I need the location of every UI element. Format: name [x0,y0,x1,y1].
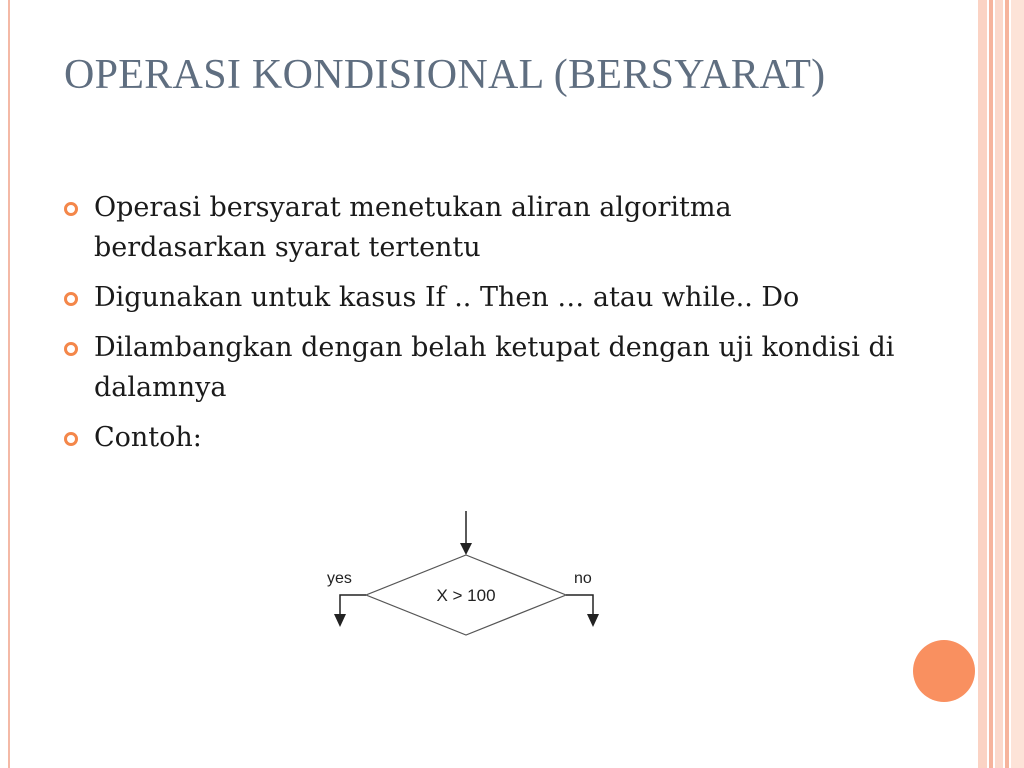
right-decorative-bars [978,0,1024,768]
bullet-text: Digunakan untuk kasus If .. Then … atau while.. Do [94,282,800,313]
left-border-line [8,0,10,768]
bullet-item [64,188,904,268]
no-label: no [574,570,592,587]
bullet-text: Dilambangkan dengan belah ketupat dengan uji kondisi di dalamnya [94,332,895,403]
no-arrow-head-icon [587,614,599,627]
decision-flowchart [320,505,620,645]
bullet-item [64,418,904,458]
bullet-list [64,188,904,468]
bullet-text: Contoh: [94,422,202,453]
incoming-arrow-head-icon [460,543,472,555]
circle-bullet-icon [64,292,78,306]
condition-text: X > 100 [436,586,496,605]
circle-bullet-icon [64,342,78,356]
yes-branch-line [340,595,366,615]
no-branch-line [566,595,593,615]
bullet-text: Operasi bersyarat menetukan aliran algoritma berdasarkan syarat tertentu [94,192,732,263]
bullet-item [64,278,904,318]
slide-title: OPERASI KONDISIONAL (BERSYARAT) [64,52,826,98]
yes-label: yes [327,570,352,587]
circle-bullet-icon [64,432,78,446]
decorative-orange-circle [913,640,975,702]
bullet-item [64,328,904,408]
yes-arrow-head-icon [334,614,346,627]
circle-bullet-icon [64,202,78,216]
